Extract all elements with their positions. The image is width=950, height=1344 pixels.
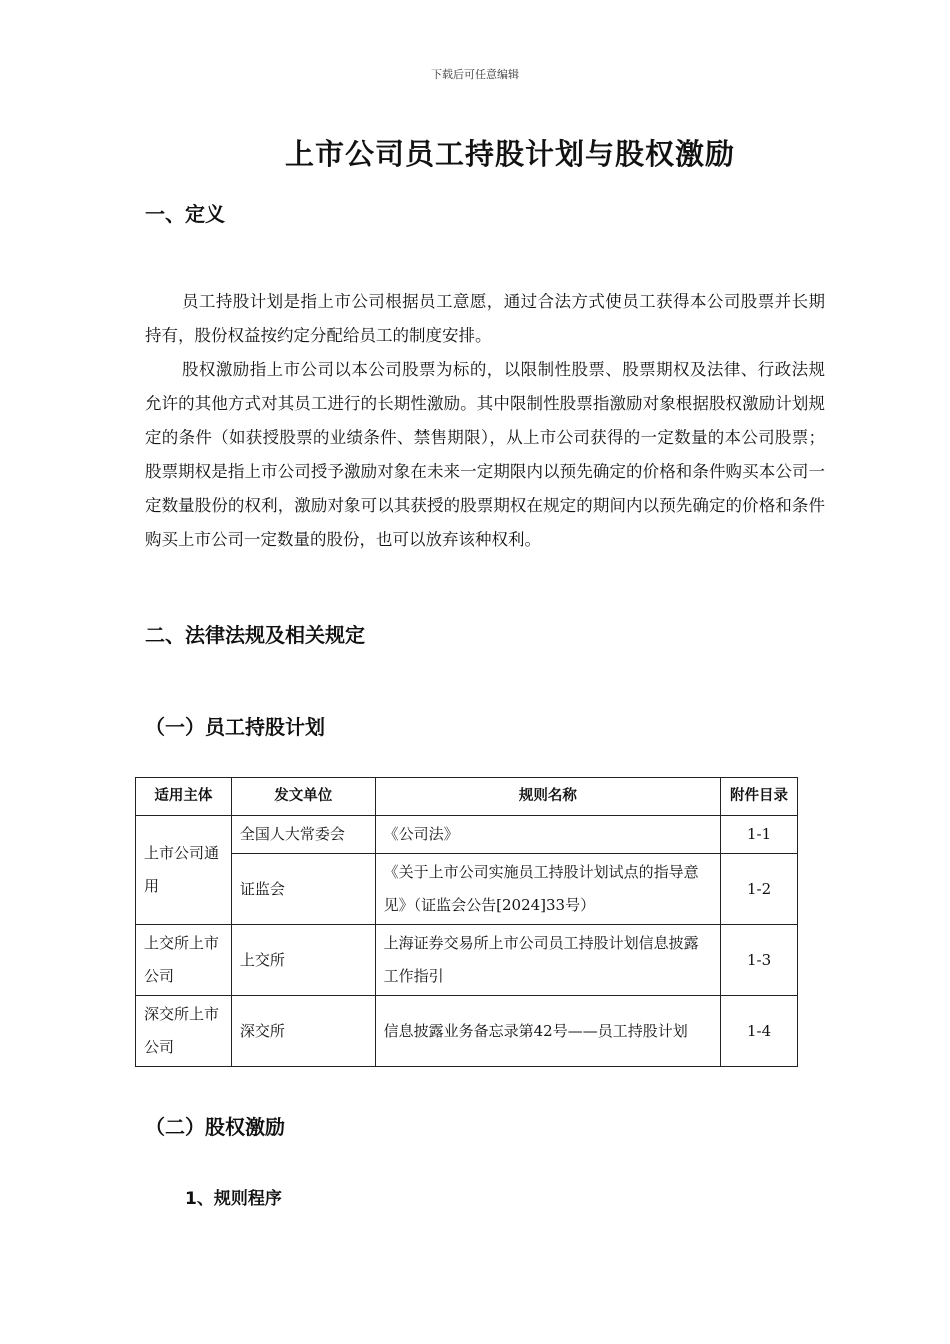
subsection-heading-equity-incentive: （二）股权激励: [145, 1115, 285, 1139]
table-row: [136, 925, 798, 996]
cell-subject: 深交所上市公司: [136, 996, 232, 1067]
cell-issuer: 证监会: [231, 854, 375, 925]
cell-attachment: 1-1: [721, 816, 798, 854]
item-heading-rules-procedure: 1、规则程序: [185, 1189, 282, 1209]
regulations-table: [135, 777, 798, 1067]
cell-rule: 上海证券交易所上市公司员工持股计划信息披露工作指引: [375, 925, 720, 996]
cell-rule: 信息披露业务备忘录第42号——员工持股计划: [375, 996, 720, 1067]
table-header-row: [136, 778, 798, 816]
cell-attachment: 1-2: [721, 854, 798, 925]
table-row: [136, 996, 798, 1067]
document-title: 上市公司员工持股计划与股权激励: [284, 137, 735, 171]
cell-issuer: 全国人大常委会: [231, 816, 375, 854]
cell-issuer: 上交所: [231, 925, 375, 996]
cell-subject: 上市公司通用: [136, 816, 232, 925]
header-attachment: 附件目录: [721, 778, 798, 816]
cell-attachment: 1-3: [721, 925, 798, 996]
subsection-heading-esop: （一）员工持股计划: [145, 715, 325, 739]
table-row: [136, 816, 798, 854]
header-issuer: 发文单位: [231, 778, 375, 816]
cell-issuer: 深交所: [231, 996, 375, 1067]
paragraph-equity-incentive: 股权激励指上市公司以本公司股票为标的，以限制性股票、股票期权及法律、行政法规允许的其他方式对其员工进行的长期性激励。其中限制性股票指激励对象根据股权激励计划规定的条件（如获授股票的业绩条件、禁售期限），从上市公司获得的一定数量的本公司股票；股票期权是指上市公司授予激励对象在未来一定期限内以预先确定的价格和条件购买本公司一定数量股份的权利，激励对象可以其获授的股票期权在规定的期间内以预先确定的价格和条件购买上市公司一定数量的股份，也可以放弃该种权利。: [145, 360, 825, 549]
cell-rule: 《关于上市公司实施员工持股计划试点的指导意见》（证监会公告[2024]33号）: [375, 854, 720, 925]
header-rule-name: 规则名称: [375, 778, 720, 816]
header-note: 下载后可任意编辑: [431, 68, 519, 81]
section-heading-regulations: 二、法律法规及相关规定: [145, 623, 365, 647]
section-heading-definition: 一、定义: [145, 202, 225, 226]
cell-rule: 《公司法》: [375, 816, 720, 854]
header-subject: 适用主体: [136, 778, 232, 816]
table-row: [136, 854, 798, 925]
paragraph-employee-stock-plan: 员工持股计划是指上市公司根据员工意愿，通过合法方式使员工获得本公司股票并长期持有，股份权益按约定分配给员工的制度安排。: [145, 292, 825, 345]
cell-subject: 上交所上市公司: [136, 925, 232, 996]
cell-attachment: 1-4: [721, 996, 798, 1067]
